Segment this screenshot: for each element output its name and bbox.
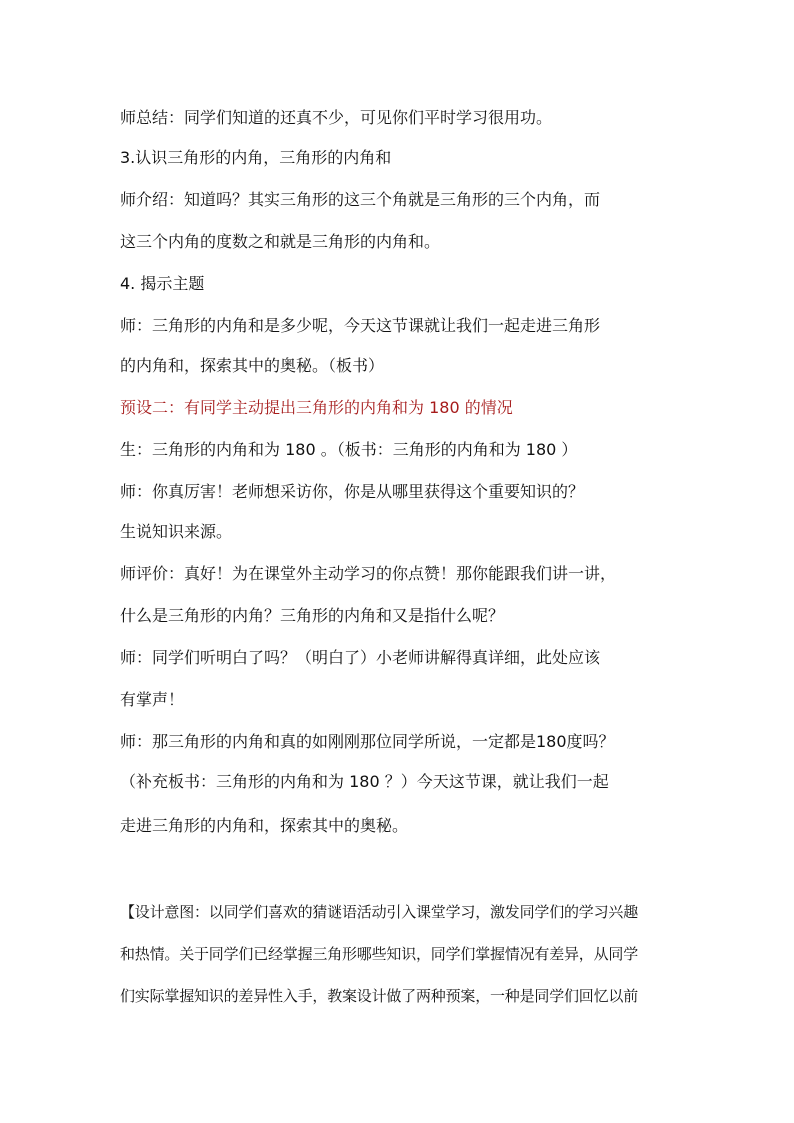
paragraph-line: 有掌声！ [120, 690, 185, 709]
paragraph-line: 师总结：同学们知道的还真不少，可见你们平时学习很用功。 [120, 108, 553, 127]
paragraph-line: 走进三角形的内角和，探索其中的奥秘。 [120, 816, 409, 835]
paragraph-line: 师：你真厉害！老师想采访你，你是从哪里获得这个重要知识的？ [120, 482, 585, 501]
paragraph-line: 生说知识来源。 [120, 522, 233, 541]
paragraph-line: （补充板书：三角形的内角和为 180 ？）今天这节课，就让我们一起 [120, 772, 609, 791]
paragraph-line: 生：三角形的内角和为 180 。（板书：三角形的内角和为 180 ） [120, 440, 578, 459]
design-note-line: 们实际掌握知识的差异性入手，教案设计做了两种预案，一种是同学们回忆以前 [120, 987, 639, 1005]
paragraph-line: 什么是三角形的内角？三角形的内角和又是指什么呢？ [120, 606, 505, 625]
highlighted-preset-heading: 预设二：有同学主动提出三角形的内角和为 180 的情况 [120, 398, 513, 417]
paragraph-line: 师：三角形的内角和是多少呢，今天这节课就让我们一起走进三角形 [120, 316, 601, 335]
paragraph-line: 师介绍：知道吗？其实三角形的这三个角就是三角形的三个内角，而 [120, 190, 601, 209]
section-heading: 3.认识三角形的内角，三角形的内角和 [120, 148, 392, 167]
design-note-line: 【设计意图：以同学们喜欢的猜谜语活动引入课堂学习，激发同学们的学习兴趣 [120, 903, 639, 921]
design-note-line: 和热情。关于同学们已经掌握三角形哪些知识，同学们掌握情况有差异，从同学 [120, 945, 639, 963]
paragraph-line: 师：同学们听明白了吗？（明白了）小老师讲解得真详细，此处应该 [120, 648, 601, 667]
paragraph-line: 师：那三角形的内角和真的如刚刚那位同学所说，一定都是180度吗？ [120, 732, 615, 751]
paragraph-line: 的内角和，探索其中的奥秘。（板书） [120, 356, 385, 375]
section-heading: 4. 揭示主题 [120, 274, 205, 293]
paragraph-line: 师评价：真好！为在课堂外主动学习的你点赞！那你能跟我们讲一讲， [120, 564, 617, 583]
paragraph-line: 这三个内角的度数之和就是三角形的内角和。 [120, 232, 441, 251]
